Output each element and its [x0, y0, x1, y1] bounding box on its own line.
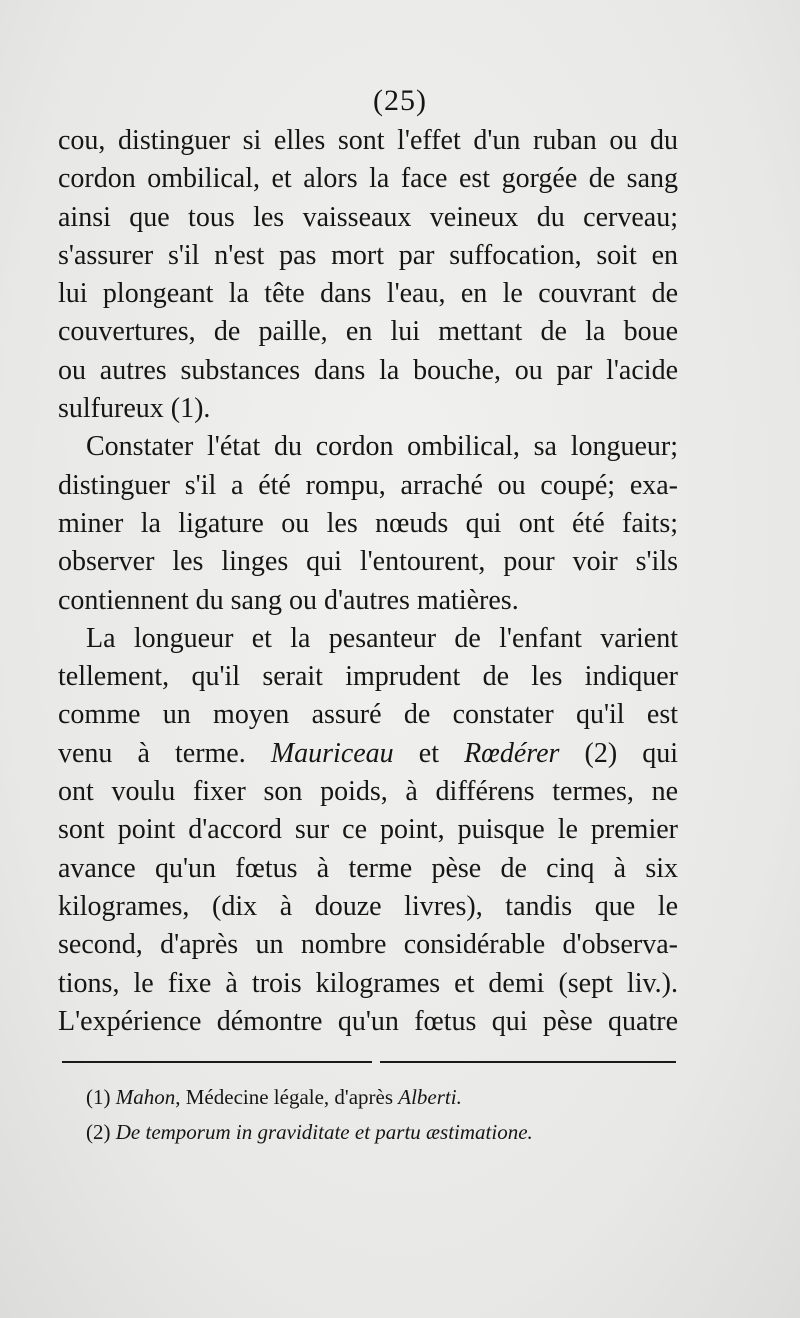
text-line: ont voulu fixer son poids, à différens termes, ne — [58, 776, 678, 808]
text-line: couvertures, de paille, en lui mettant de la boue — [58, 316, 678, 348]
text-line: miner la ligature ou les nœuds qui ont été faits; — [58, 507, 678, 539]
page-number: (25) — [373, 84, 427, 117]
text-line: comme un moyen assuré de constater qu'il est — [58, 699, 678, 731]
text-line: avance qu'un fœtus à terme pèse de cinq à six — [58, 852, 678, 884]
body-text — [58, 122, 678, 1041]
footnote-source: Alberti. — [398, 1085, 462, 1109]
text-line: ou autres substances dans la bouche, ou par l'acide — [58, 354, 678, 386]
text-line: observer les linges qui l'entourent, pour voir s'ils — [58, 546, 678, 578]
footnote-title: De temporum in graviditate et partu æstimatione. — [115, 1120, 533, 1144]
text-line: tions, le fixe à trois kilogrames et demi (sept liv.). — [58, 967, 678, 999]
text-line: distinguer s'il a été rompu, arraché ou coupé; exa- — [58, 469, 678, 501]
text-line: contiennent du sang ou d'autres matières. — [58, 584, 519, 616]
author-name: Mauriceau — [270, 737, 394, 769]
text-line: sulfureux (1). — [58, 393, 211, 425]
text-line: cou, distinguer si elles sont l'effet d'un ruban ou du — [58, 125, 678, 156]
footnote-author: Mahon — [115, 1085, 176, 1109]
text-line: sont point d'accord sur ce point, puisque le premier — [58, 814, 678, 846]
text-line: tellement, qu'il serait imprudent de les indiquer — [58, 661, 678, 693]
text-segment: (2) qui — [584, 737, 679, 769]
text-line: L'expérience démontre qu'un fœtus qui pèse quatre — [58, 1005, 678, 1037]
text-line: cordon ombilical, et alors la face est gorgée de sang — [58, 163, 678, 195]
footnote-rule — [62, 1061, 676, 1063]
footnotes — [86, 1080, 676, 1150]
text-segment: et — [418, 737, 439, 769]
footnote-number: (2) — [86, 1120, 111, 1144]
text-line: s'assurer s'il n'est pas mort par suffocation, soit en — [58, 239, 678, 271]
footnote-number: (1) — [86, 1085, 111, 1109]
footnote-1 — [86, 1080, 676, 1115]
text-line — [58, 735, 678, 773]
rule-break — [372, 1058, 380, 1064]
text-line: Constater l'état du cordon ombilical, sa longueur; — [86, 431, 678, 463]
text-line: La longueur et la pesanteur de l'enfant varient — [86, 622, 678, 654]
text-line: ainsi que tous les vaisseaux veineux du cerveau; — [58, 201, 678, 233]
footnote-text: , Médecine légale, d'après — [175, 1085, 394, 1109]
text-segment: venu à terme. — [58, 737, 246, 769]
text-line: lui plongeant la tête dans l'eau, en le couvrant de — [58, 278, 678, 310]
footnote-2 — [86, 1115, 676, 1150]
text-line: second, d'après un nombre considérable d'observa- — [58, 929, 678, 961]
text-line: kilogrames, (dix à douze livres), tandis que le — [58, 890, 678, 922]
author-name: Rœdérer — [464, 737, 560, 769]
